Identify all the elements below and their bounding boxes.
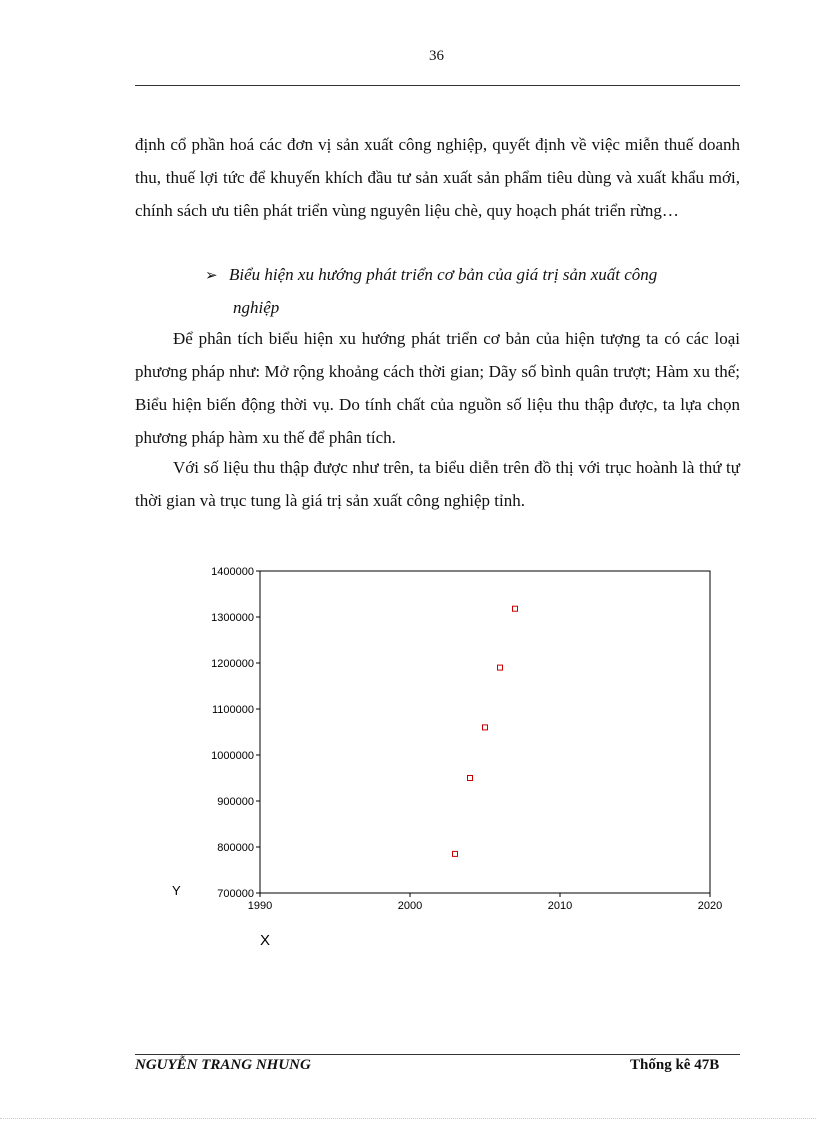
arrow-bullet-icon: ➢ bbox=[205, 268, 218, 284]
data-point bbox=[453, 851, 458, 856]
x-tick-label: 2020 bbox=[697, 900, 723, 912]
page-number: 36 bbox=[429, 48, 444, 64]
y-tick-label: 1300000 bbox=[211, 612, 254, 624]
data-point bbox=[498, 665, 503, 670]
paragraph-2: Để phân tích biểu hiện xu hướng phát triển cơ bản của hiện tượng ta có các loại phương pháp như: Mở rộng khoảng cách thời gian; Dãy số bình quân trượt; Hàm xu thế; Biểu hiện biến động thời vụ. Do tính chất của nguồn số liệu thu thập được, ta lựa chọn phương pháp hàm xu thế để phân tích. bbox=[135, 329, 740, 447]
bullet-text-1: Biểu hiện xu hướng phát triển cơ bản của giá trị sản xuất công bbox=[229, 265, 658, 284]
header-rule bbox=[135, 85, 740, 86]
paragraph-1: định cổ phần hoá các đơn vị sản xuất công nghiệp, quyết định về việc miễn thuế doanh thu, thuế lợi tức để khuyến khích đầu tư sản xuất sản phẩm tiêu dùng và xuất khẩu mới, chính sách ưu tiên phát triển vùng nguyên liệu chè, quy hoạch phát triển rừng… bbox=[135, 135, 740, 220]
y-tick-label: 800000 bbox=[217, 842, 254, 854]
paragraph-3: Với số liệu thu thập được như trên, ta biểu diễn trên đồ thị với trục hoành là thứ tự thời gian và trục tung là giá trị sản xuất công nghiệp tỉnh. bbox=[135, 458, 740, 510]
y-tick-label: 1100000 bbox=[211, 704, 254, 716]
bullet-heading bbox=[205, 259, 740, 324]
footer-class: Thống kê 47B bbox=[630, 1057, 720, 1073]
x-axis-ticks bbox=[248, 893, 722, 912]
footer-author: NGUYỄN TRANG NHUNG bbox=[135, 1057, 311, 1073]
chart-svg bbox=[160, 555, 760, 965]
scatter-chart bbox=[160, 555, 760, 965]
y-tick-label: 1200000 bbox=[211, 658, 254, 670]
page-edge-divider bbox=[0, 1118, 816, 1119]
data-points bbox=[453, 606, 518, 856]
x-axis-label: X bbox=[260, 932, 271, 949]
x-tick-label: 2000 bbox=[397, 900, 423, 912]
y-tick-label: 1400000 bbox=[211, 566, 254, 578]
bullet-line-2: nghiệp bbox=[233, 298, 280, 317]
footer-rule bbox=[135, 1054, 740, 1055]
y-tick-label: 700000 bbox=[217, 888, 254, 900]
y-tick-label: 900000 bbox=[217, 796, 254, 808]
x-tick-label: 1990 bbox=[247, 900, 273, 912]
data-point bbox=[483, 725, 488, 730]
y-tick-label: 1000000 bbox=[211, 750, 254, 762]
y-axis-label: Y bbox=[172, 883, 181, 898]
data-point bbox=[468, 776, 473, 781]
bullet-line-1 bbox=[205, 259, 740, 292]
plot-frame bbox=[260, 571, 710, 893]
data-point bbox=[513, 606, 518, 611]
y-axis-ticks bbox=[211, 566, 260, 900]
x-tick-label: 2010 bbox=[547, 900, 573, 912]
